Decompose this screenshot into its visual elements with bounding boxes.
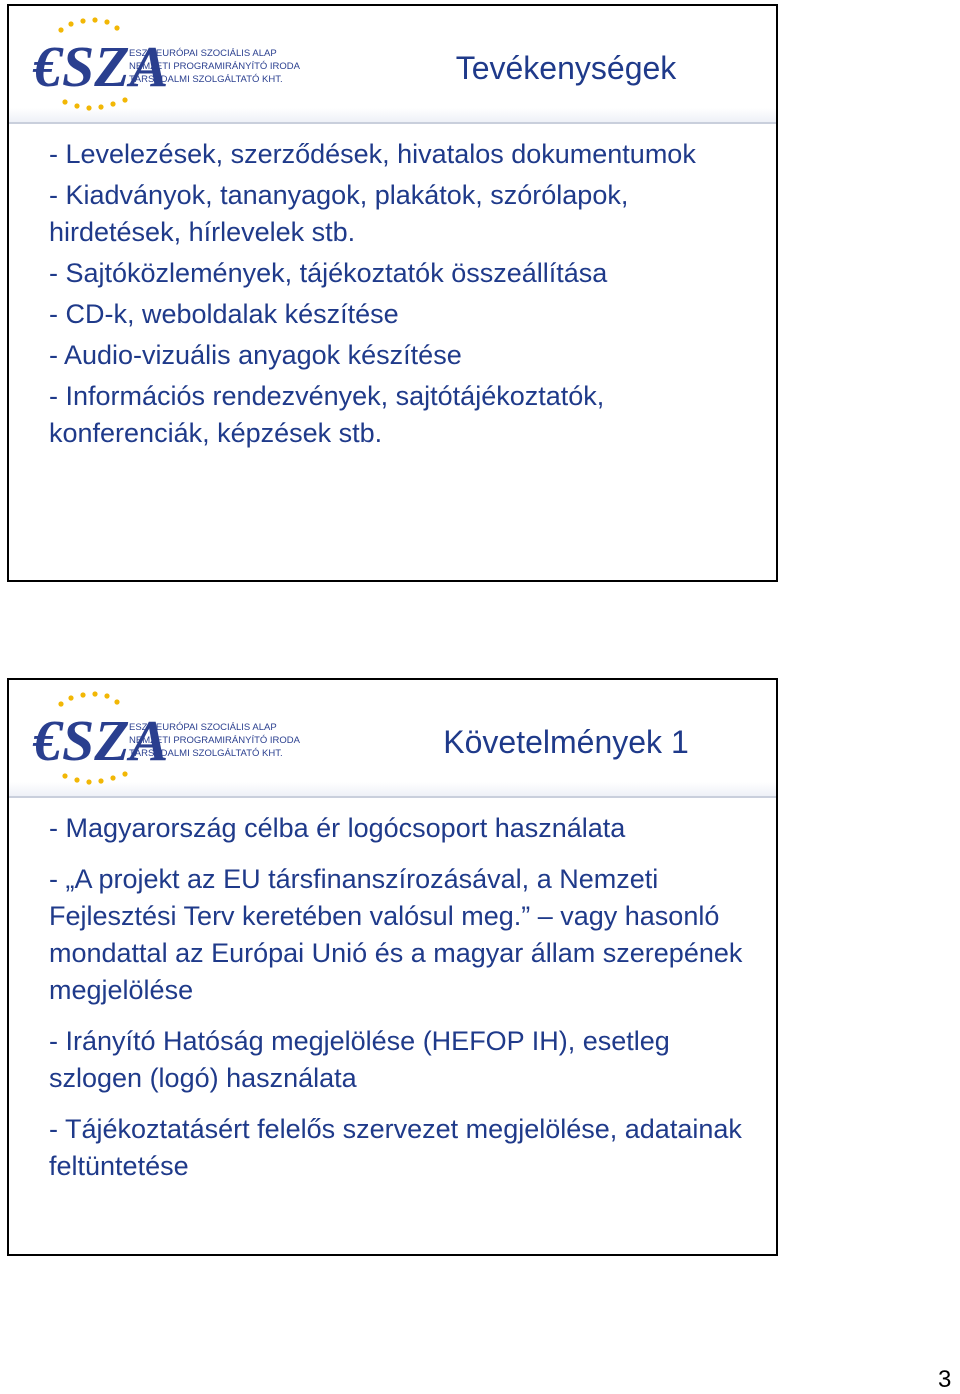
bullet-item: - „A projekt az EU társfinanszírozásával, a Nemzeti Fejlesztési Terv keretében valósul meg.” – vagy hasonló mondattal az Európai Unió és a magyar állam szerepének megjelölése bbox=[49, 864, 743, 1005]
bullet-item: - Irányító Hatóság megjelölése (HEFOP IH), esetleg szlogen (logó) használata bbox=[49, 1026, 670, 1093]
logo-line-1: ESZA EURÓPAI SZOCIÁLIS ALAP bbox=[129, 48, 277, 59]
slide-title: Tevékenységek bbox=[455, 50, 677, 86]
bullet-item: - Audio-vizuális anyagok készítése bbox=[49, 340, 462, 370]
bullet-item: - Sajtóközlemények, tájékoztatók összeállítása bbox=[49, 258, 608, 288]
slide-body bbox=[49, 810, 749, 1199]
bullet-item: - Magyarország célba ér logócsoport használata bbox=[49, 813, 626, 843]
slide-header bbox=[9, 680, 776, 798]
logo-line-2: NEMZETI PROGRAMIRÁNYÍTÓ IRODA bbox=[129, 735, 301, 746]
slide-1 bbox=[7, 4, 778, 582]
bullet-item: - Kiadványok, tananyagok, plakátok, szórólapok, hirdetések, hírlevelek stb. bbox=[49, 180, 629, 247]
bullet-item: - Tájékoztatásért felelős szervezet megjelölése, adatainak feltüntetése bbox=[49, 1114, 742, 1181]
logo-wordmark: €SZA bbox=[33, 708, 169, 773]
esza-logo bbox=[31, 690, 301, 786]
logo-line-3: TÁRSADALMI SZOLGÁLTATÓ KHT. bbox=[129, 748, 283, 759]
slide-body bbox=[49, 136, 749, 456]
bullet-item: - CD-k, weboldalak készítése bbox=[49, 299, 399, 329]
slide-2 bbox=[7, 678, 778, 1256]
page-number: 3 bbox=[938, 1366, 952, 1393]
bullet-item: - Levelezések, szerződések, hivatalos dokumentumok bbox=[49, 139, 696, 169]
esza-logo bbox=[31, 16, 301, 112]
logo-line-2: NEMZETI PROGRAMIRÁNYÍTÓ IRODA bbox=[129, 61, 301, 72]
bullet-item: - Információs rendezvények, sajtótájékoztatók, konferenciák, képzések stb. bbox=[49, 381, 605, 448]
logo-line-3: TÁRSADALMI SZOLGÁLTATÓ KHT. bbox=[129, 74, 283, 85]
logo-wordmark: €SZA bbox=[33, 34, 169, 99]
slide-title: Követelmények 1 bbox=[443, 724, 689, 760]
logo-line-1: ESZA EURÓPAI SZOCIÁLIS ALAP bbox=[129, 722, 277, 733]
slide-header bbox=[9, 6, 776, 124]
